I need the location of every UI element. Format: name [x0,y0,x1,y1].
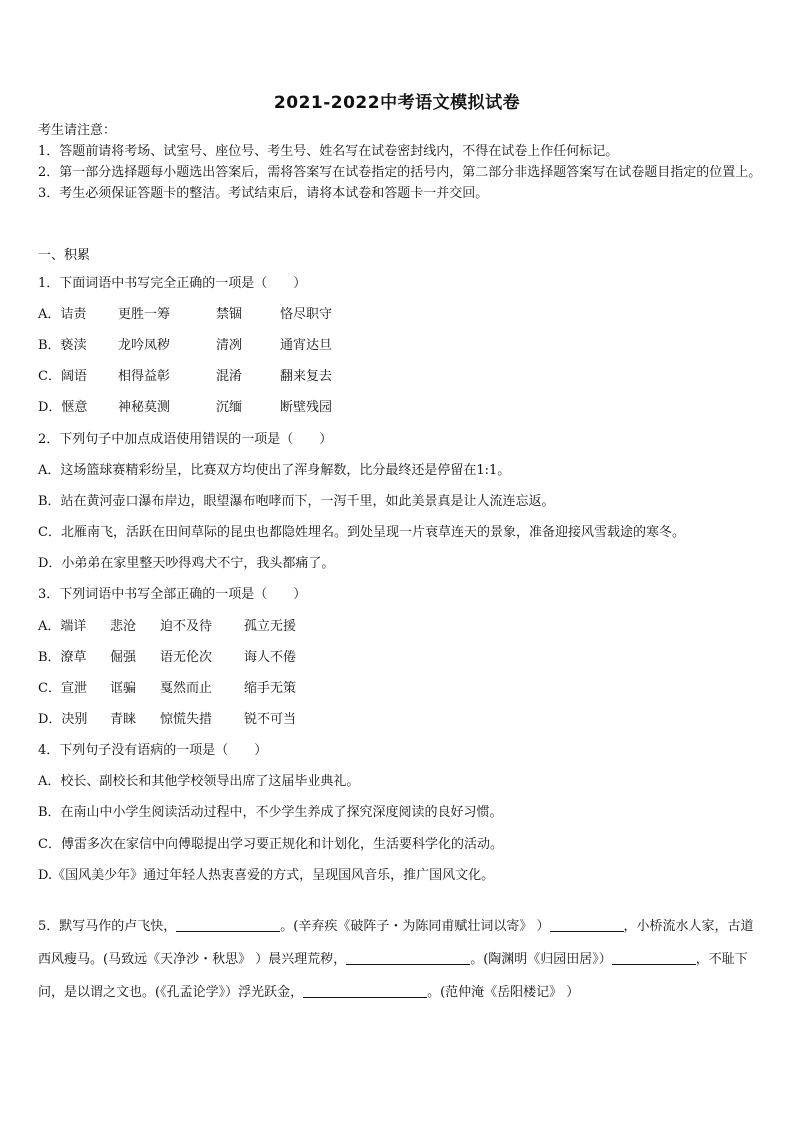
option-word: 禁锢 [216,307,243,322]
option-word: 恪尽职守 [280,307,333,322]
option-word: 诲人不倦 [244,650,297,665]
option-word: 孤立无援 [244,619,297,634]
question-5-text: 。(陶渊明《归园田居》） [470,952,612,967]
option-word: 迫不及待 [160,619,213,634]
option-word: 惊慌失措 [160,712,213,727]
question-1-option-d [38,396,332,415]
option-word: 诓骗 [110,681,137,696]
answer-blank[interactable] [550,917,624,932]
question-4-option-d: D.《国风美少年》通过年轻人热衷喜爱的方式，呈现国风音乐，推广国风文化。 [38,868,495,883]
question-5 [38,910,762,1009]
question-4-option-a: A．校长、副校长和其他学校领导出席了这届毕业典礼。 [38,774,360,789]
option-word: 龙吟凤秽 [118,338,171,353]
question-3-option-c [38,677,296,696]
option-word: 更胜一筹 [118,307,171,322]
question-2-option-d: D．小弟弟在家里整天吵得鸡犬不宁，我头都痛了。 [38,556,335,571]
option-word: D．惬意 [38,400,88,415]
question-2-stem: 2．下列句子中加点成语使用错误的一项是（ ） [38,432,333,447]
option-word: C．阔语 [38,369,87,384]
option-word: 缩手无策 [244,681,297,696]
option-word: 混淆 [216,369,243,384]
option-word: A．诘责 [38,307,87,322]
option-word: D．决别 [38,712,88,727]
option-word: 神秘莫测 [118,400,171,415]
notice-block [38,120,768,204]
question-1-stem: 1．下面词语中书写完全正确的一项是（ ） [38,276,307,291]
question-3-option-d [38,708,296,727]
answer-blank[interactable] [303,983,427,998]
option-word: C．宣泄 [38,681,87,696]
option-word: 锐不可当 [244,712,297,727]
option-word: 清冽 [216,338,243,353]
notice-item: 3．考生必须保证答题卡的整洁。考试结束后，请将本试卷和答题卡一并交回。 [38,186,489,201]
option-word: A．端详 [38,619,87,634]
question-5-text: 。(范仲淹《岳阳楼记》 ） [427,985,580,1000]
option-word: 通宵达旦 [280,338,333,353]
answer-blank[interactable] [612,950,696,965]
question-3-option-b [38,646,296,665]
section-title: 一、积累 [38,248,91,263]
question-4-option-c: C．傅雷多次在家信中向傅聪提出学习要正规化和计划化，生活要科学化的活动。 [38,837,503,852]
option-word: 戛然而止 [160,681,213,696]
question-1-option-a [38,303,332,322]
question-3-option-a [38,615,296,634]
option-word: B．亵渎 [38,338,87,353]
notice-item: 2．第一部分选择题每小题选出答案后，需将答案写在试卷指定的括号内，第二部分非选择题答案写在试卷题目指定的位置上。 [38,165,762,180]
answer-blank[interactable] [176,917,280,932]
option-word: 翻来复去 [280,369,333,384]
question-2-option-c: C．北雁南飞，活跃在田间草际的昆虫也都隐姓埋名。到处呈现一片衰草连天的景象，准备迎接风雪载途的寒冬。 [38,525,685,540]
option-word: 悲沧 [110,619,137,634]
page-title: 2021-2022中考语文模拟试卷 [273,93,521,113]
notice-item: 1．答题前请将考场、试室号、座位号、考生号、姓名写在试卷密封线内，不得在试卷上作任何标记。 [38,144,619,159]
question-5-text: 5．默写马作的卢飞快， [38,919,177,934]
question-1-option-c [38,365,332,384]
option-word: 倔强 [110,650,137,665]
question-4-stem: 4．下列句子没有语病的一项是（ ） [38,743,268,758]
notice-heading: 考生请注意： [38,123,117,138]
question-2-option-b: B．站在黄河壶口瀑布岸边，眼望瀑布咆哮而下，一泻千里，如此美景真是让人流连忘返。 [38,494,555,509]
option-word: 断壁残园 [280,400,333,415]
option-word: B．潦草 [38,650,87,665]
question-5-text: 。(辛弃疾《破阵子・为陈同甫赋壮词以寄》 ） [280,919,550,934]
question-1-option-b [38,334,332,353]
question-4-option-b: B．在南山中小学生阅读活动过程中，不少学生养成了探究深度阅读的良好习惯。 [38,805,503,820]
question-5-text: ，不耻下问，是以谓之文也。(《孔孟论学》）浮光跃金， [38,952,748,1000]
question-3-stem: 3．下列词语中书写全部正确的一项是（ ） [38,587,307,602]
option-word: 语无伦次 [160,650,213,665]
option-word: 相得益彰 [118,369,171,384]
option-word: 沉缅 [216,400,243,415]
question-2-option-a: A．这场篮球赛精彩纷呈，比赛双方均使出了浑身解数，比分最终还是停留在1:1。 [38,463,511,478]
answer-blank[interactable] [346,950,470,965]
question-5-text: ，小桥流水人家，古道西风瘦马。(马致远《天净沙・秋思》 ）晨兴理荒秽， [38,919,754,967]
option-word: 青睐 [110,712,137,727]
